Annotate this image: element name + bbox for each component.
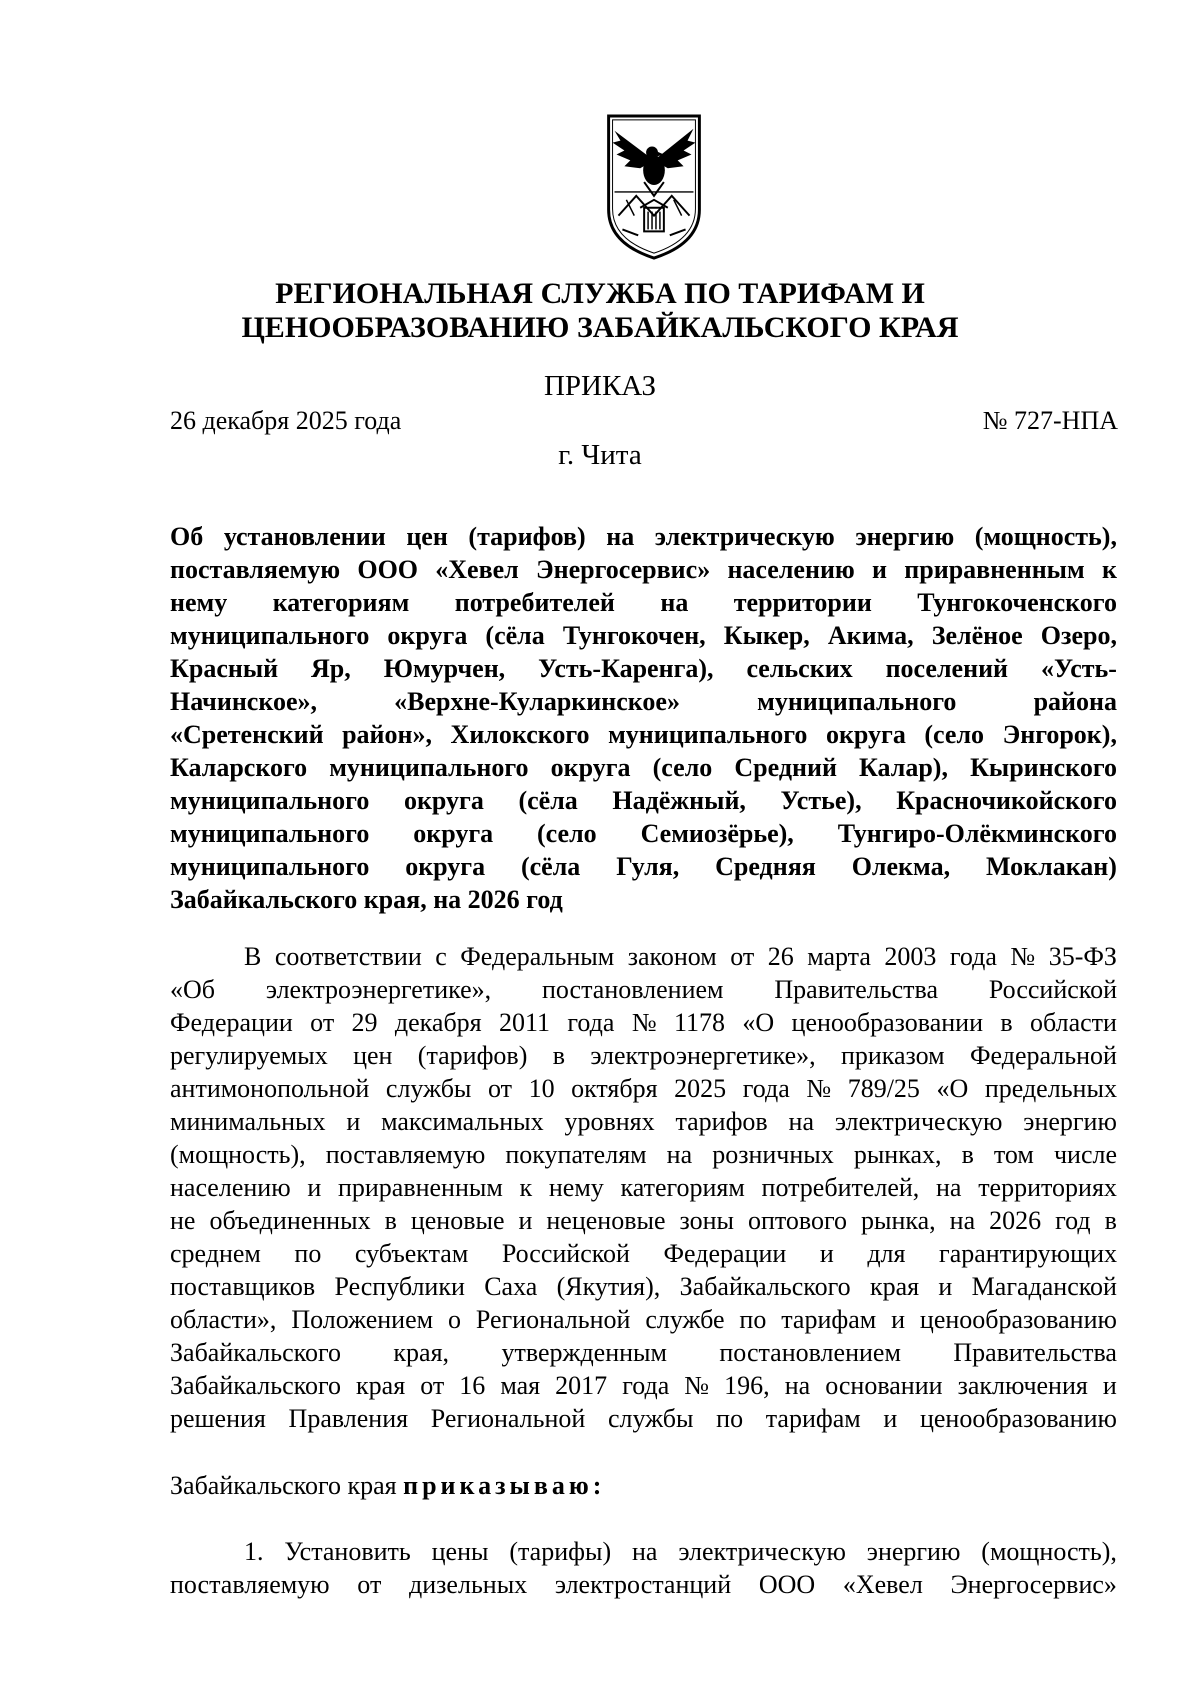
order-word: приказываю: <box>403 1471 606 1500</box>
preamble-line: регулируемых цен (тарифов) в электроэнергетике», приказом Федеральной <box>170 1041 1117 1070</box>
preamble-line: поставщиков Республики Саха (Якутия), Забайкальского края и Магаданской <box>170 1272 1117 1301</box>
title-line: Начинское», «Верхне-Куларкинское» муниципального района <box>170 687 1117 716</box>
title-line: Каларского муниципального округа (село Средний Калар), Кыринского <box>170 753 1117 782</box>
title-line: муниципального округа (сёла Тунгокочен, Кыкер, Акима, Зелёное Озеро, <box>170 621 1117 650</box>
preamble-line: В соответствии с Федеральным законом от 26 марта 2003 года № 35-ФЗ <box>244 942 1117 971</box>
preamble-line: среднем по субъектам Российской Федерации и для гарантирующих <box>170 1239 1117 1268</box>
title-line: муниципального округа (сёла Надёжный, Устье), Красночикойского <box>170 786 1117 815</box>
title-line: Забайкальского края, на 2026 год <box>170 885 563 914</box>
preamble-line: Федерации от 29 декабря 2011 года № 1178 «О ценообразовании в области <box>170 1008 1117 1037</box>
title-line: муниципального округа (село Семиозёрье), Тунгиро-Олёкминского <box>170 819 1117 848</box>
document-type: ПРИКАЗ <box>543 370 657 402</box>
item-1-line: поставляемую от дизельных электростанций ООО «Хевел Энергосервис» <box>170 1570 1117 1599</box>
title-line: «Сретенский район», Хилокского муниципального округа (село Энгорок), <box>170 720 1117 749</box>
title-line: Об установлении цен (тарифов) на электрическую энергию (мощность), <box>170 522 1117 551</box>
document-number: № 727-НПА <box>982 406 1118 435</box>
document-city: г. Чита <box>558 439 642 471</box>
title-line: Красный Яр, Юмурчен, Усть-Каренга), сельских поселений «Усть- <box>170 654 1117 683</box>
preamble-line: Забайкальского края от 16 мая 2017 года № 196, на основании заключения и <box>170 1371 1117 1400</box>
preamble-line: (мощность), поставляемую покупателям на розничных рынках, в том числе <box>170 1140 1117 1169</box>
preamble-line: минимальных и максимальных уровнях тарифов на электрическую энергию <box>170 1107 1117 1136</box>
item-1-line: 1. Установить цены (тарифы) на электрическую энергию (мощность), <box>244 1537 1117 1566</box>
title-line: поставляемую ООО «Хевел Энергосервис» населению и приравненным к <box>170 555 1117 584</box>
preamble-line: области», Положением о Региональной службе по тарифам и ценообразованию <box>170 1305 1117 1334</box>
authority-name-line-1: РЕГИОНАЛЬНАЯ СЛУЖБА ПО ТАРИФАМ И <box>275 277 925 310</box>
preamble-line: «Об электроэнергетике», постановлением Правительства Российской <box>170 975 1117 1004</box>
preamble-closing-line <box>170 1472 1117 1500</box>
coat-of-arms-emblem <box>603 113 705 261</box>
document-date: 26 декабря 2025 года <box>170 406 402 435</box>
preamble-line: населению и приравненным к нему категориям потребителей, на территориях <box>170 1173 1117 1202</box>
title-line: нему категориям потребителей на территории Тунгокоченского <box>170 588 1117 617</box>
title-line: муниципального округа (сёла Гуля, Средняя Олекма, Моклакан) <box>170 852 1117 881</box>
preamble-line: не объединенных в ценовые и неценовые зоны оптового рынка, на 2026 год в <box>170 1206 1117 1235</box>
preamble-line: решения Правления Региональной службы по тарифам и ценообразованию <box>170 1404 1117 1433</box>
preamble-line: антимонопольной службы от 10 октября 2025 года № 789/25 «О предельных <box>170 1074 1117 1103</box>
preamble-line: Забайкальского края, утвержденным постановлением Правительства <box>170 1338 1117 1367</box>
authority-name-line-2: ЦЕНООБРАЗОВАНИЮ ЗАБАЙКАЛЬСКОГО КРАЯ <box>241 311 959 344</box>
preamble-closing-text: Забайкальского края <box>170 1471 397 1500</box>
